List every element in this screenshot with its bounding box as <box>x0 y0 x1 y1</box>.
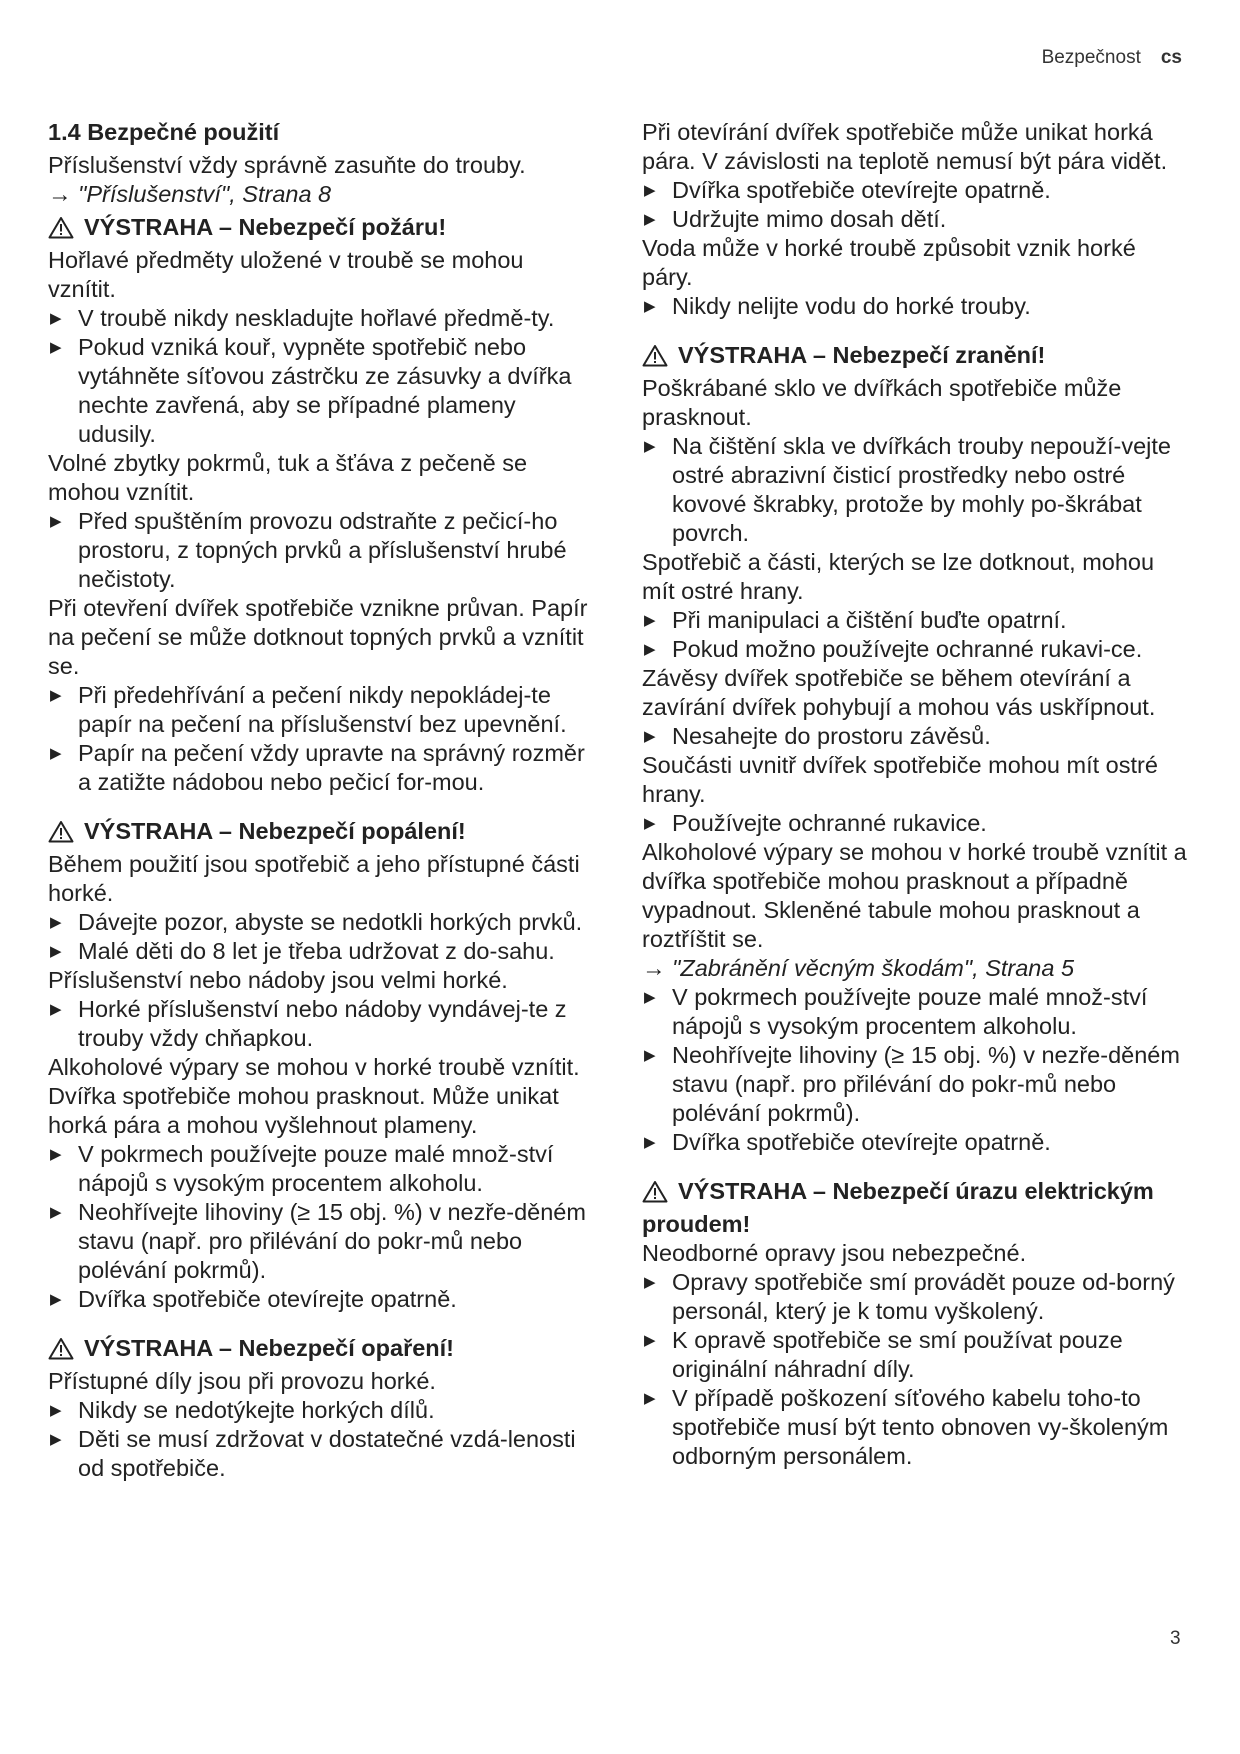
paragraph: Hořlavé předměty uložené v troubě se mohou vznítit. <box>48 247 524 302</box>
bullet-marker-icon: ▶ <box>50 1402 62 1419</box>
paragraph: Součásti uvnitř dvířek spotřebiče mohou mít ostré hrany. <box>642 752 1158 807</box>
list-item: ▶ Dávejte pozor, abyste se nedotkli horkých prvků. <box>50 909 583 935</box>
bullet-marker-icon: ▶ <box>50 1001 62 1018</box>
list-item: ▶ V pokrmech používejte pouze malé množ-ství nápojů s vysokým procentem alkoholu. <box>644 984 1148 1039</box>
bullet-marker-icon: ▶ <box>50 1291 62 1308</box>
bullet-marker-icon: ▶ <box>50 943 62 960</box>
page-number: 3 <box>1170 1628 1181 1649</box>
bullet-marker-icon: ▶ <box>644 815 656 832</box>
cross-reference: → "Příslušenství", Strana 8 <box>48 181 332 207</box>
bullet-marker-icon: ▶ <box>644 989 656 1006</box>
warning-triangle-icon <box>642 344 668 374</box>
list-item: ▶ Používejte ochranné rukavice. <box>644 810 987 836</box>
list-item: ▶ Neohřívejte lihoviny (≥ 15 obj. %) v nezře-děném stavu (např. pro přilévání do pokr-mů nebo polévání pokrmů). <box>50 1199 586 1283</box>
list-item: ▶ Dvířka spotřebiče otevírejte opatrně. <box>644 177 1051 203</box>
paragraph: Alkoholové výpary se mohou v horké troubě vznítit. Dvířka spotřebiče mohou prasknout. Může unikat horká pára a mohou vyšlehnout plameny. <box>48 1054 580 1138</box>
paragraph: Při otevření dvířek spotřebiče vznikne průvan. Papír na pečení se může dotknout topných prvků a vznítit se. <box>48 595 588 679</box>
bullet-marker-icon: ▶ <box>50 1146 62 1163</box>
right-column <box>642 118 1187 1471</box>
warning-title: VÝSTRAHA – Nebezpečí zranění! <box>678 342 1046 368</box>
list-item: ▶ Papír na pečení vždy upravte na správný rozměr a zatižte nádobou nebo pečicí for-mou. <box>50 740 585 795</box>
warning-triangle-icon <box>48 216 74 246</box>
list-item: ▶ V případě poškození síťového kabelu toho-to spotřebiče musí být tento obnoven vy-školeným odborným personálem. <box>644 1385 1169 1469</box>
list-item: ▶ Děti se musí zdržovat v dostatečné vzdá-lenosti od spotřebiče. <box>50 1426 576 1481</box>
bullet-marker-icon: ▶ <box>644 182 656 199</box>
warning-title: VÝSTRAHA – Nebezpečí úrazu elektrickým proudem! <box>642 1178 1154 1237</box>
paragraph: Příslušenství nebo nádoby jsou velmi horké. <box>48 967 508 993</box>
list-item: ▶ Nikdy nelijte vodu do horké trouby. <box>644 293 1031 319</box>
bullet-marker-icon: ▶ <box>644 728 656 745</box>
bullet-marker-icon: ▶ <box>644 1047 656 1064</box>
warning-heading <box>48 817 593 850</box>
list-item: ▶ Malé děti do 8 let je třeba udržovat z do-sahu. <box>50 938 555 964</box>
paragraph: Neodborné opravy jsou nebezpečné. <box>642 1240 1027 1266</box>
bullet-marker-icon: ▶ <box>644 1332 656 1349</box>
paragraph: Přístupné díly jsou při provozu horké. <box>48 1368 436 1394</box>
bullet-marker-icon: ▶ <box>644 1134 656 1151</box>
bullet-marker-icon: ▶ <box>644 612 656 629</box>
warning-title: VÝSTRAHA – Nebezpečí popálení! <box>84 818 466 844</box>
list-item: ▶ Před spuštěním provozu odstraňte z pečicí-ho prostoru, z topných prvků a příslušenství hrubé nečistoty. <box>50 508 567 592</box>
list-item: ▶ V troubě nikdy neskladujte hořlavé předmě-ty. <box>50 305 555 331</box>
bullet-marker-icon: ▶ <box>50 914 62 931</box>
running-header <box>1042 47 1182 69</box>
list-item: ▶ K opravě spotřebiče se smí používat pouze originální náhradní díly. <box>644 1327 1123 1382</box>
bullet-marker-icon: ▶ <box>50 513 62 530</box>
warning-triangle-icon <box>642 1180 668 1210</box>
section-heading: 1.4 Bezpečné použití <box>48 119 280 145</box>
paragraph: Alkoholové výpary se mohou v horké troubě vznítit a dvířka spotřebiče mohou prasknout a případně vypadnout. Skleněné tabule mohou prasknout a roztříštit se. <box>642 839 1187 952</box>
list-item: ▶ Neohřívejte lihoviny (≥ 15 obj. %) v nezře-děném stavu (např. pro přilévání do pokr-mů nebo polévání pokrmů). <box>644 1042 1180 1126</box>
warning-title: VÝSTRAHA – Nebezpečí opaření! <box>84 1335 454 1361</box>
warning-heading <box>48 1334 593 1367</box>
header-section: Bezpečnost <box>1041 47 1141 68</box>
bullet-marker-icon: ▶ <box>50 1431 62 1448</box>
bullet-marker-icon: ▶ <box>50 339 62 356</box>
list-item: ▶ Dvířka spotřebiče otevírejte opatrně. <box>50 1286 457 1312</box>
paragraph: Volné zbytky pokrmů, tuk a šťáva z pečeně se mohou vznítit. <box>48 450 528 505</box>
paragraph: Příslušenství vždy správně zasuňte do trouby. <box>48 152 526 178</box>
header-language: cs <box>1160 47 1182 68</box>
list-item: ▶ Na čištění skla ve dvířkách trouby nepouží-vejte ostré abrazivní čisticí prostředky nebo ostré kovové škrabky, protože by mohly po-škrábat povrch. <box>644 433 1171 546</box>
cross-reference: → "Zabránění věcným škodám", Strana 5 <box>642 955 1075 981</box>
left-column <box>48 118 593 1483</box>
list-item: ▶ Při manipulaci a čištění buďte opatrní. <box>644 607 1067 633</box>
list-item: ▶ Nikdy se nedotýkejte horkých dílů. <box>50 1397 435 1423</box>
bullet-marker-icon: ▶ <box>644 1390 656 1407</box>
bullet-marker-icon: ▶ <box>644 298 656 315</box>
list-item: ▶ Při předehřívání a pečení nikdy nepokládej-te papír na pečení na příslušenství bez upevnění. <box>50 682 567 737</box>
paragraph: Voda může v horké troubě způsobit vznik horké páry. <box>642 235 1136 290</box>
bullet-marker-icon: ▶ <box>644 641 656 658</box>
list-item: ▶ Pokud možno používejte ochranné rukavi-ce. <box>644 636 1143 662</box>
list-item: ▶ Horké příslušenství nebo nádoby vyndávej-te z trouby vždy chňapkou. <box>50 996 567 1051</box>
warning-triangle-icon <box>48 820 74 850</box>
list-item: ▶ Pokud vzniká kouř, vypněte spotřebič nebo vytáhněte síťovou zástrčku ze zásuvky a dvířka nechte zavřená, aby se případné plameny udusily. <box>50 334 572 447</box>
paragraph: Poškrábané sklo ve dvířkách spotřebiče může prasknout. <box>642 375 1122 430</box>
list-item: ▶ Dvířka spotřebiče otevírejte opatrně. <box>644 1129 1051 1155</box>
bullet-marker-icon: ▶ <box>50 687 62 704</box>
warning-heading <box>642 1177 1187 1239</box>
warning-heading <box>642 341 1187 374</box>
paragraph: Při otevírání dvířek spotřebiče může unikat horká pára. V závislosti na teplotě nemusí být pára vidět. <box>642 119 1168 174</box>
warning-title: VÝSTRAHA – Nebezpečí požáru! <box>84 214 447 240</box>
bullet-marker-icon: ▶ <box>50 1204 62 1221</box>
list-item: ▶ Udržujte mimo dosah dětí. <box>644 206 947 232</box>
list-item: ▶ Nesahejte do prostoru závěsů. <box>644 723 991 749</box>
paragraph: Závěsy dvířek spotřebiče se během otevírání a zavírání dvířek pohybují a mohou vás uskřípnout. <box>642 665 1156 720</box>
warning-triangle-icon <box>48 1337 74 1367</box>
bullet-marker-icon: ▶ <box>644 1274 656 1291</box>
bullet-marker-icon: ▶ <box>50 310 62 327</box>
paragraph: Během použití jsou spotřebič a jeho přístupné části horké. <box>48 851 580 906</box>
list-item: ▶ Opravy spotřebiče smí provádět pouze od-borný personál, který je k tomu vyškolený. <box>644 1269 1175 1324</box>
bullet-marker-icon: ▶ <box>644 438 656 455</box>
bullet-marker-icon: ▶ <box>644 211 656 228</box>
paragraph: Spotřebič a části, kterých se lze dotknout, mohou mít ostré hrany. <box>642 549 1155 604</box>
warning-heading <box>48 213 593 246</box>
list-item: ▶ V pokrmech používejte pouze malé množ-ství nápojů s vysokým procentem alkoholu. <box>50 1141 554 1196</box>
bullet-marker-icon: ▶ <box>50 745 62 762</box>
